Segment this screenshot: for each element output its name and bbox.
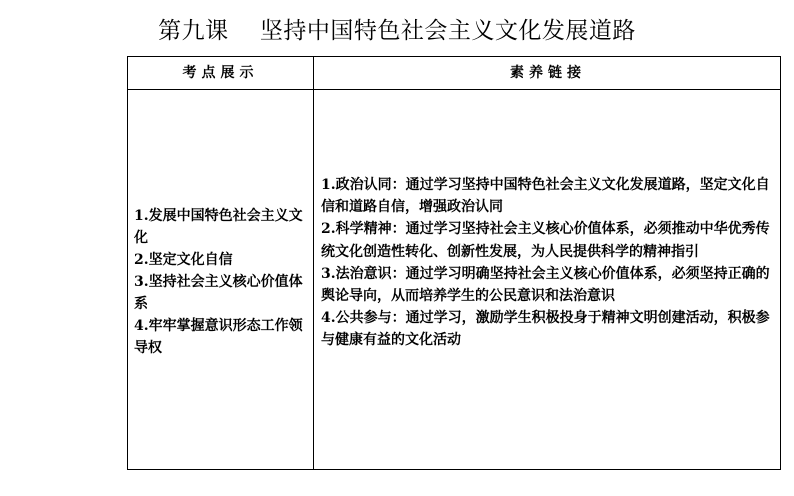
header-competency-links: 素养链接: [510, 65, 586, 81]
competency-item: 3.法治意识：通过学习明确坚持社会主义核心价值体系，必须坚持正确的舆论导向，从而培养学生的公民意识和法治意识: [321, 265, 770, 305]
lesson-title: 第九课 坚持中国特色社会主义文化发展道路: [158, 18, 636, 44]
competency-item: 2.科学精神：通过学习坚持社会主义核心价值体系，必须推动中华优秀传统文化创造性转化、创新性发展，为人民提供科学的精神指引: [321, 221, 770, 260]
key-point-item: 1.发展中国特色社会主义文化: [134, 208, 303, 246]
key-points-list: [134, 205, 310, 359]
table-header-row: [128, 57, 780, 90]
key-point-item: 2.坚定文化自信: [134, 252, 233, 268]
header-key-points: 考点展示: [182, 65, 259, 81]
competency-item: 1.政治认同：通过学习坚持中国特色社会主义文化发展道路，坚定文化自信和道路自信，增强政治认同: [321, 177, 770, 216]
key-point-item: 4.牢牢掌握意识形态工作领导权: [134, 318, 303, 356]
key-point-item: 3.坚持社会主义核心价值体系: [134, 274, 303, 312]
content-table: [127, 56, 781, 470]
competency-list: [321, 174, 776, 352]
competency-item: 4.公共参与：通过学习，激励学生积极投身于精神文明创建活动，积极参与健康有益的文化活动: [321, 310, 770, 349]
column-divider: [313, 57, 314, 469]
